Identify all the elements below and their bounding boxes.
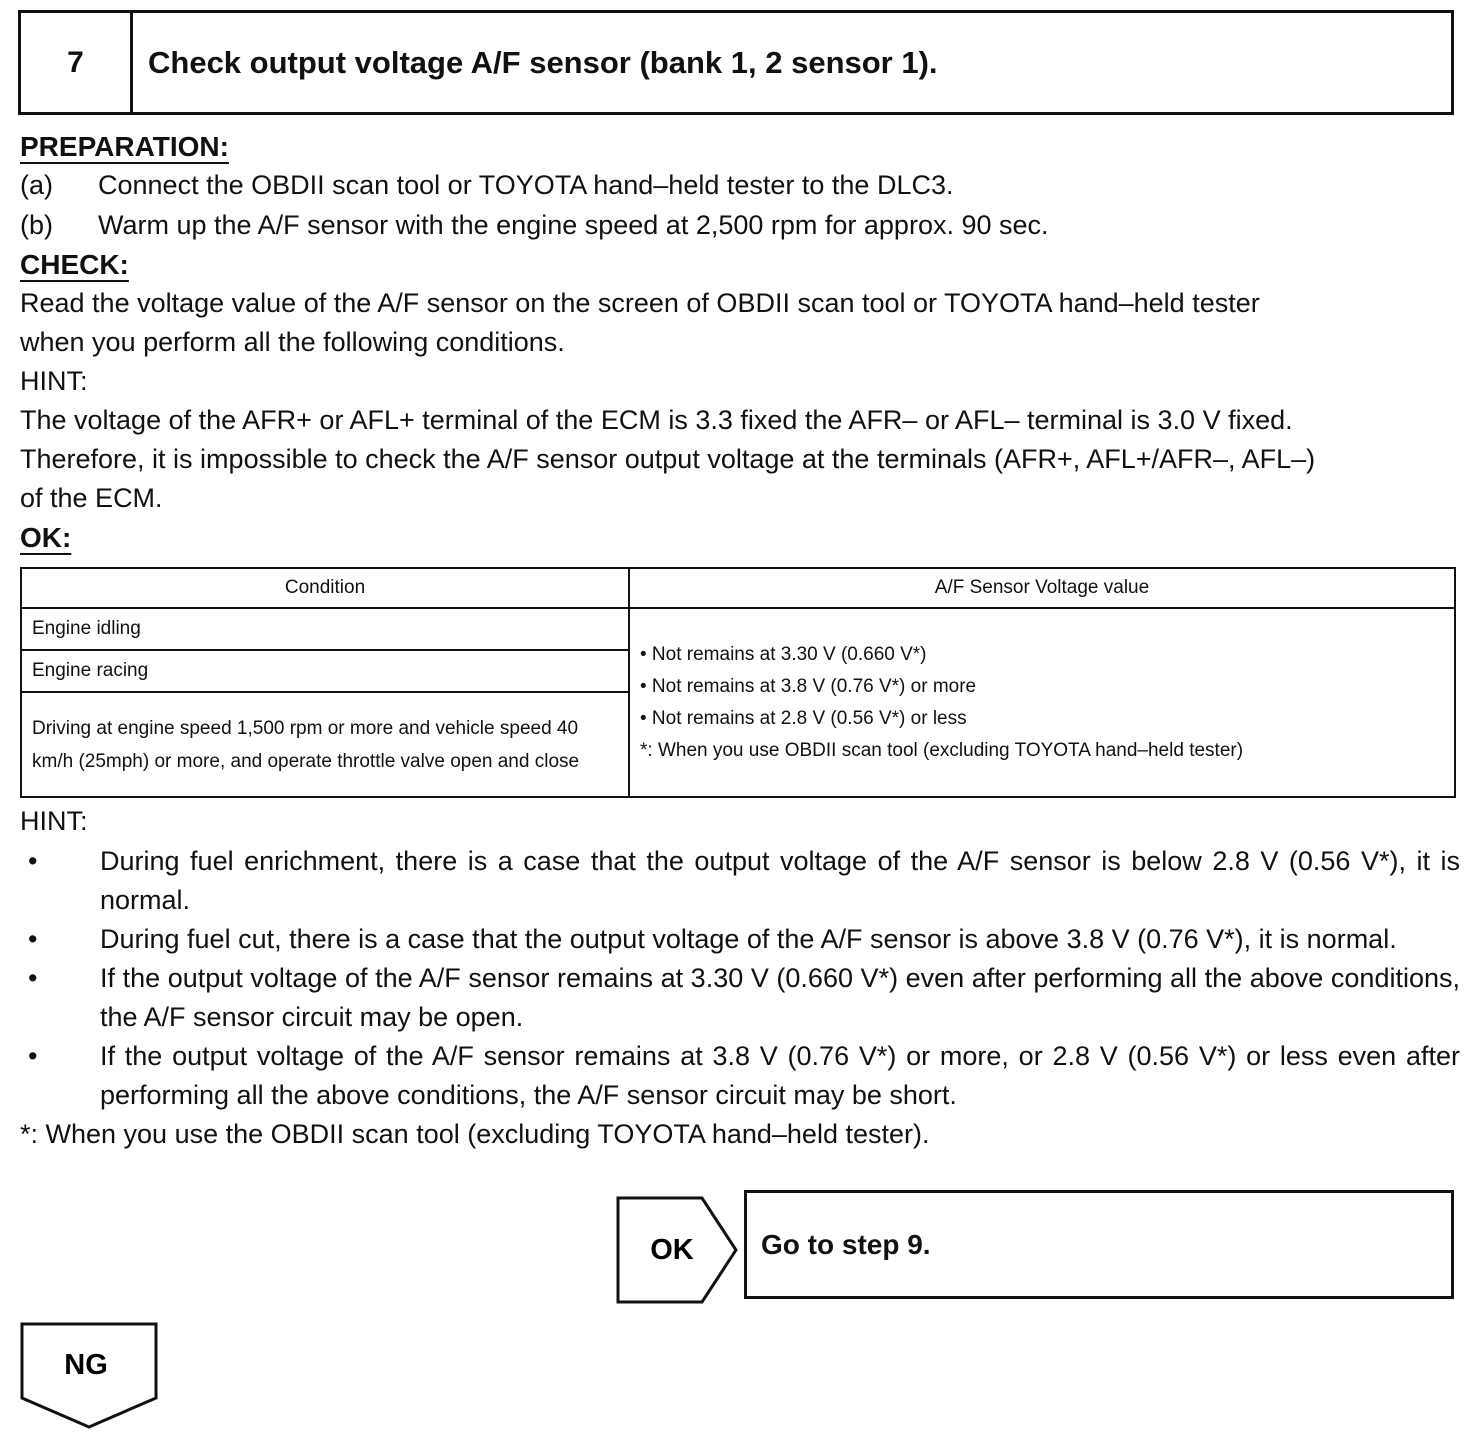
hint-label: HINT: bbox=[20, 806, 88, 836]
bullet-text: If the output voltage of the A/F sensor remains at 3.30 V (0.660 V*) even after performing all the above conditions, the A/F sensor circuit may be open. bbox=[100, 963, 1460, 1032]
preparation-item-text: Warm up the A/F sensor with the engine speed at 2,500 rpm for approx. 90 sec. bbox=[98, 210, 1049, 240]
check-line-1: Read the voltage value of the A/F sensor on the screen of OBDII scan tool or TOYOTA hand–held tester bbox=[20, 288, 1260, 318]
voltage-line: • Not remains at 3.8 V (0.76 V*) or more bbox=[640, 675, 977, 697]
ok-arrow-label: OK bbox=[650, 1234, 694, 1266]
table-header-condition: Condition bbox=[21, 568, 629, 608]
hint-line-1: The voltage of the AFR+ or AFL+ terminal of the ECM is 3.3 fixed the AFR– or AFL– terminal is 3.0 V fixed. bbox=[20, 405, 1293, 435]
list-item bbox=[20, 1037, 1460, 1115]
hint-line-2: Therefore, it is impossible to check the A/F sensor output voltage at the terminals (AFR+, AFL+/AFR–, AFL–) bbox=[20, 444, 1316, 474]
voltage-footnote: *: When you use OBDII scan tool (excluding TOYOTA hand–held tester) bbox=[640, 739, 1244, 761]
bullet-text: During fuel cut, there is a case that the output voltage of the A/F sensor is above 3.8 V (0.76 V*), it is normal. bbox=[100, 924, 1397, 954]
table-row bbox=[21, 608, 1455, 650]
bullet-dot: • bbox=[28, 846, 38, 876]
preparation-label: PREPARATION: bbox=[20, 131, 229, 162]
voltage-line: • Not remains at 2.8 V (0.56 V*) or less bbox=[640, 707, 967, 729]
step-number: 7 bbox=[21, 13, 133, 112]
preparation-item-marker: (b) bbox=[20, 210, 53, 240]
hint-bullet-list bbox=[20, 842, 1460, 1154]
preparation-item-b bbox=[20, 206, 1049, 245]
bullet-dot: • bbox=[28, 924, 38, 954]
ng-arrow[interactable] bbox=[20, 1322, 158, 1430]
step-title: Check output voltage A/F sensor (bank 1, 2 sensor 1). bbox=[148, 44, 938, 80]
condition-cell: Engine racing bbox=[21, 650, 629, 692]
ok-table bbox=[20, 567, 1456, 798]
table-header-row bbox=[21, 568, 1455, 608]
step-header bbox=[18, 10, 1454, 115]
ok-action-box: Go to step 9. bbox=[744, 1190, 1454, 1299]
list-item bbox=[20, 842, 1460, 920]
check-label: CHECK: bbox=[20, 249, 129, 280]
hint-footnote: *: When you use the OBDII scan tool (excluding TOYOTA hand–held tester). bbox=[20, 1119, 930, 1149]
bullet-dot: • bbox=[28, 963, 38, 993]
ng-arrow-label: NG bbox=[64, 1349, 108, 1381]
bullet-text: If the output voltage of the A/F sensor remains at 3.8 V (0.76 V*) or more, or 2.8 V (0.56 V*) or less even after performing all the above conditions, the A/F sensor circuit may be short. bbox=[100, 1041, 1460, 1110]
voltage-line: • Not remains at 3.30 V (0.660 V*) bbox=[640, 643, 927, 665]
ok-label: OK: bbox=[20, 522, 72, 553]
hint-line-3: of the ECM. bbox=[20, 483, 163, 513]
table-header-voltage: A/F Sensor Voltage value bbox=[629, 568, 1455, 608]
condition-cell: Engine idling bbox=[21, 608, 629, 650]
list-item bbox=[20, 920, 1460, 959]
bullet-text: During fuel enrichment, there is a case that the output voltage of the A/F sensor is below 2.8 V (0.56 V*), it is normal. bbox=[100, 846, 1460, 915]
voltage-cell bbox=[629, 608, 1455, 797]
bullet-dot: • bbox=[28, 1041, 38, 1071]
list-item bbox=[20, 959, 1460, 1037]
check-line-2: when you perform all the following conditions. bbox=[20, 327, 565, 357]
ok-arrow[interactable] bbox=[616, 1196, 740, 1304]
hint-label: HINT: bbox=[20, 366, 88, 396]
condition-cell: Driving at engine speed 1,500 rpm or more and vehicle speed 40 km/h (25mph) or more, and operate throttle valve open and close bbox=[21, 692, 629, 797]
preparation-item-marker: (a) bbox=[20, 170, 53, 200]
preparation-item-text: Connect the OBDII scan tool or TOYOTA hand–held tester to the DLC3. bbox=[98, 170, 954, 200]
preparation-item-a bbox=[20, 166, 953, 205]
